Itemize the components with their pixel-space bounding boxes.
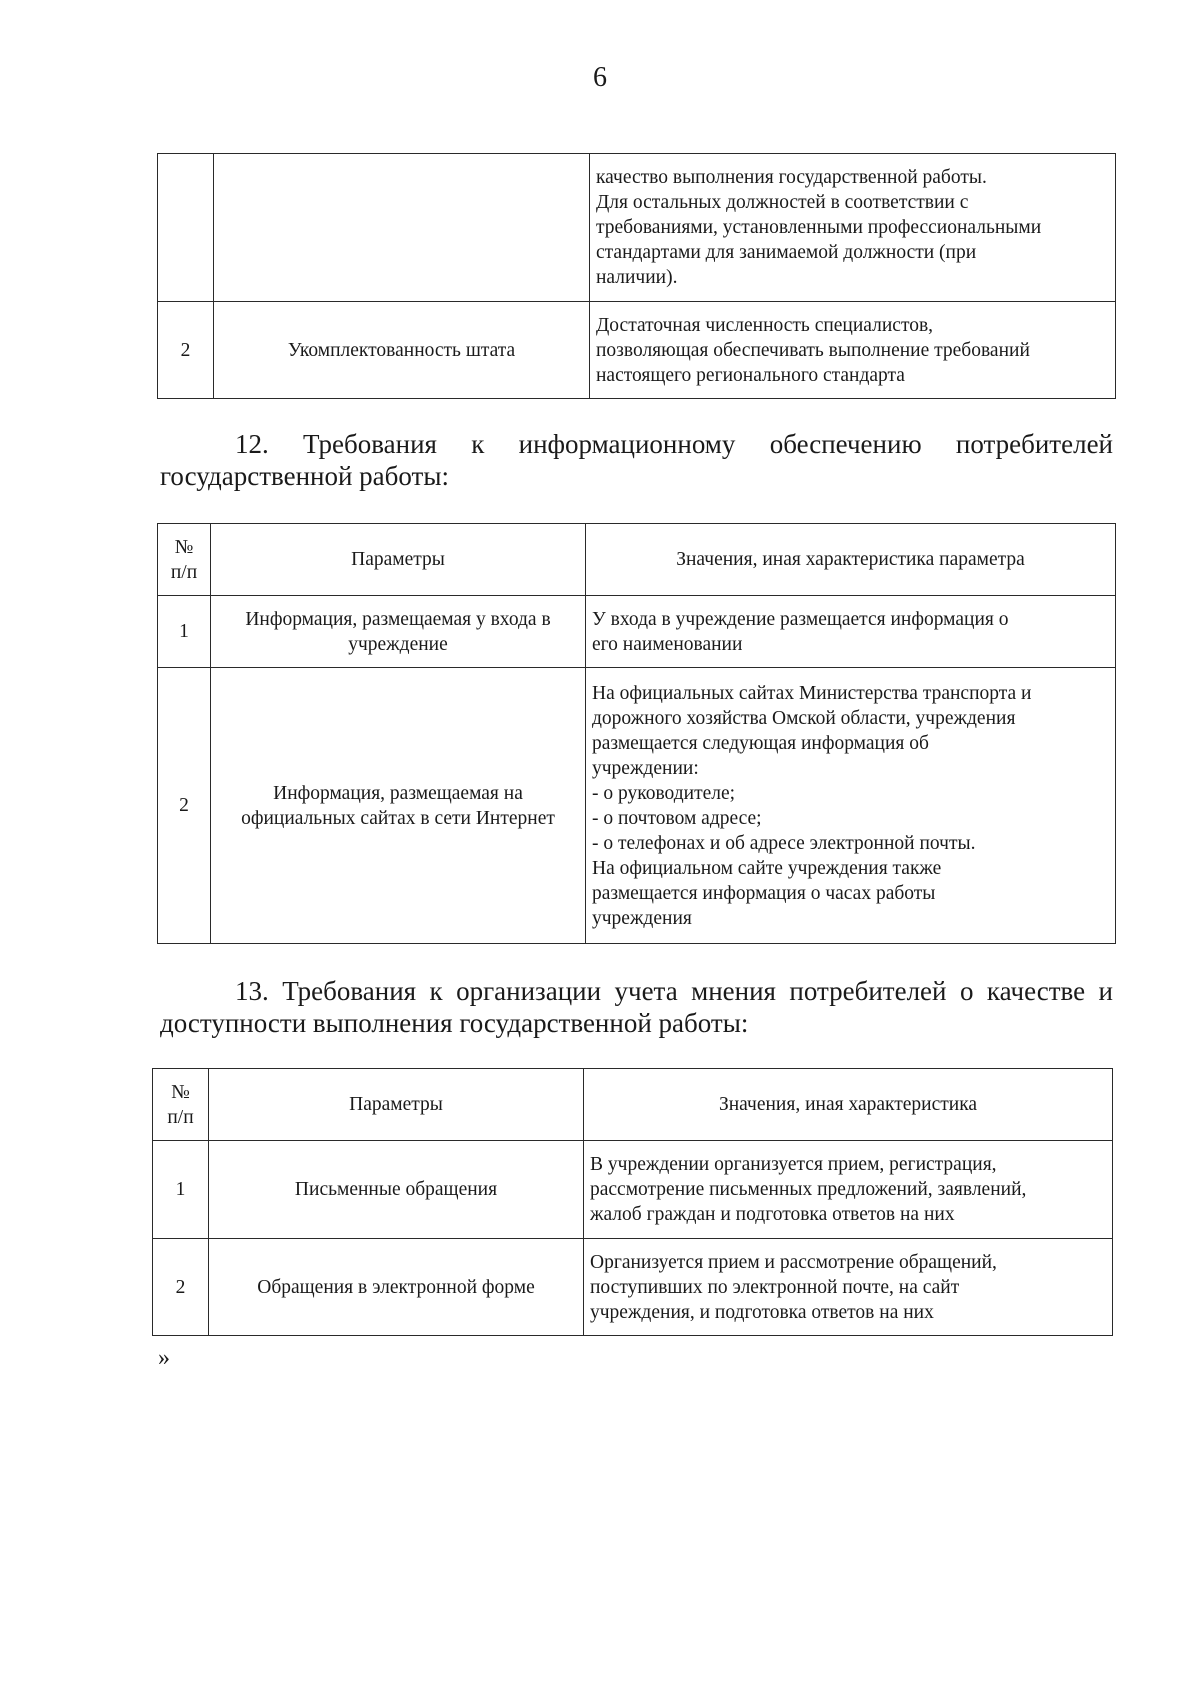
header-value-cell: Значения, иная характеристика: [584, 1069, 1113, 1141]
section-heading-line: доступности выполнения государственной работы:: [160, 1008, 749, 1038]
closing-quote-mark: »: [158, 1345, 170, 1371]
value-line: его наименовании: [592, 633, 743, 655]
value-line: стандартами для занимаемой должности (при: [596, 242, 977, 263]
header-number-cell: [158, 524, 211, 596]
information-table: [157, 523, 1116, 944]
value-line: учреждения: [592, 907, 692, 929]
row-number-cell: 2: [158, 302, 214, 399]
header-value-cell: Значения, иная характеристика параметра: [586, 524, 1116, 596]
table-row: [153, 1239, 1113, 1336]
page-number: 6: [593, 62, 607, 93]
value-line: - о почтовом адресе;: [592, 807, 762, 829]
table-row: [158, 154, 1116, 302]
section-12-heading: [160, 428, 1113, 492]
header-text: п/п: [167, 1106, 194, 1128]
parameter-line: учреждение: [348, 633, 448, 655]
value-line: жалоб граждан и подготовка ответов на них: [590, 1204, 955, 1225]
value-line: На официальных сайтах Министерства транспорта и: [592, 682, 1032, 704]
value-line: размещается информация о часах работы: [592, 882, 936, 904]
parameter-line: Информация, размещаемая у входа в: [245, 608, 551, 630]
value-line: поступивших по электронной почте, на сайт: [590, 1276, 960, 1298]
value-cell: [590, 154, 1116, 302]
value-line: У входа в учреждение размещается информация о: [592, 608, 1009, 630]
value-line: качество выполнения государственной работы.: [596, 167, 987, 188]
value-cell: [586, 596, 1116, 668]
value-line: учреждении:: [592, 757, 699, 779]
header-parameter-cell: Параметры: [209, 1069, 584, 1141]
header-parameter-cell: Параметры: [211, 524, 586, 596]
section-13-heading: [160, 975, 1113, 1039]
parameter-cell: [214, 154, 590, 302]
table-header-row: [158, 524, 1116, 596]
parameter-line: Информация, размещаемая на: [273, 782, 523, 804]
value-line: - о телефонах и об адресе электронной почты.: [592, 832, 976, 854]
table-row: [158, 596, 1116, 668]
row-number-cell: 1: [158, 596, 211, 668]
table-header-row: [153, 1069, 1113, 1141]
value-cell: [584, 1141, 1113, 1239]
value-line: Для остальных должностей в соответствии с: [596, 192, 969, 213]
row-number-cell: [158, 154, 214, 302]
staffing-table: [157, 153, 1116, 399]
value-line: На официальном сайте учреждения также: [592, 857, 942, 879]
parameter-cell: Письменные обращения: [209, 1141, 584, 1239]
value-line: В учреждении организуется прием, регистрация,: [590, 1154, 997, 1175]
section-heading-line: 13. Требования к организации учета мнения потребителей о качестве и: [235, 976, 1113, 1006]
value-line: учреждения, и подготовка ответов на них: [590, 1301, 934, 1323]
table-row: [153, 1141, 1113, 1239]
value-line: настоящего регионального стандарта: [596, 364, 905, 386]
section-heading-line: государственной работы:: [160, 461, 449, 491]
value-line: позволяющая обеспечивать выполнение требований: [596, 339, 1030, 361]
row-number-cell: 1: [153, 1141, 209, 1239]
parameter-cell: [211, 668, 586, 944]
row-number-cell: 2: [158, 668, 211, 944]
table-row: [158, 302, 1116, 399]
value-line: рассмотрение письменных предложений, заявлений,: [590, 1179, 1027, 1200]
header-text: п/п: [170, 561, 198, 583]
value-line: Организуется прием и рассмотрение обращений,: [590, 1251, 997, 1273]
value-line: Достаточная численность специалистов,: [596, 314, 934, 336]
value-cell: [590, 302, 1116, 399]
parameter-cell: Обращения в электронной форме: [209, 1239, 584, 1336]
row-number-cell: 2: [153, 1239, 209, 1336]
value-line: наличии).: [596, 267, 678, 288]
section-heading-line: 12. Требования к информационному обеспечению потребителей: [235, 429, 1113, 459]
consumer-opinion-table: [152, 1068, 1113, 1336]
value-cell: [584, 1239, 1113, 1336]
value-line: размещается следующая информация об: [592, 732, 929, 754]
header-number-cell: [153, 1069, 209, 1141]
parameter-cell: Укомплектованность штата: [214, 302, 590, 399]
header-text: №: [171, 1081, 190, 1103]
header-text: №: [174, 536, 194, 558]
value-line: - о руководителе;: [592, 782, 736, 804]
table-row: [158, 668, 1116, 944]
parameter-line: официальных сайтах в сети Интернет: [241, 807, 555, 829]
value-line: дорожного хозяйства Омской области, учреждения: [592, 707, 1016, 729]
parameter-cell: [211, 596, 586, 668]
value-cell: [586, 668, 1116, 944]
value-line: требованиями, установленными профессиональными: [596, 217, 1042, 238]
